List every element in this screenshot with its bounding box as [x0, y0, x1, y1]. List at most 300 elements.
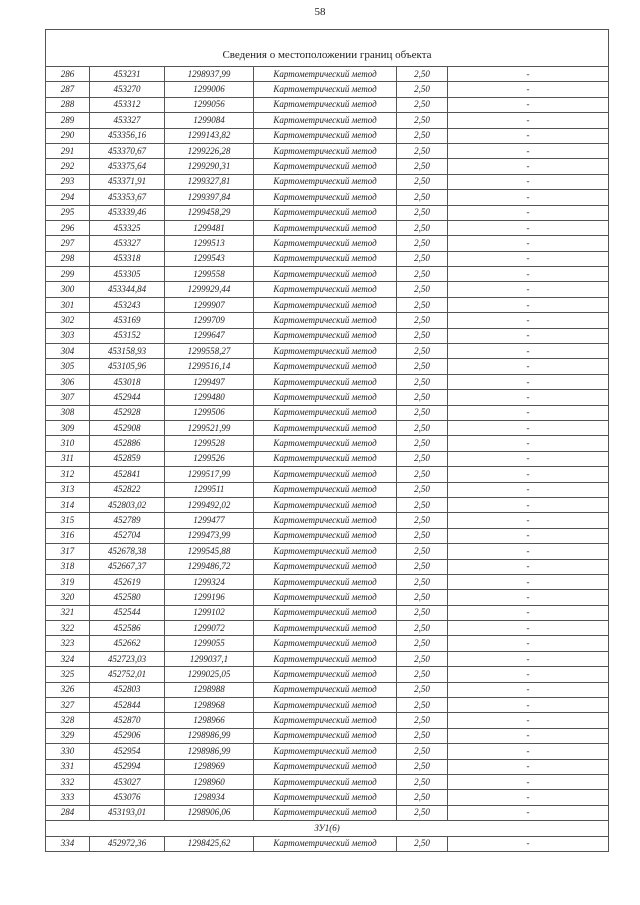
coord-y-cell: 1298937,99 — [165, 67, 254, 82]
table-row — [46, 359, 609, 374]
note-cell: - — [448, 467, 609, 482]
accuracy-cell: 2,50 — [397, 128, 448, 143]
method-cell: Картометрический метод — [254, 143, 397, 158]
note-cell: - — [448, 328, 609, 343]
coord-y-cell: 1299481 — [165, 220, 254, 235]
accuracy-cell: 2,50 — [397, 205, 448, 220]
coord-x-cell: 453105,96 — [90, 359, 165, 374]
coord-x-cell: 452906 — [90, 728, 165, 743]
note-cell: - — [448, 698, 609, 713]
method-cell: Картометрический метод — [254, 651, 397, 666]
accuracy-cell: 2,50 — [397, 282, 448, 297]
note-cell: - — [448, 482, 609, 497]
point-number-cell: 327 — [46, 698, 90, 713]
point-number-cell: 329 — [46, 728, 90, 743]
table-row — [46, 143, 609, 158]
table-row — [46, 328, 609, 343]
coord-y-cell: 1298425,62 — [165, 836, 254, 851]
accuracy-cell: 2,50 — [397, 559, 448, 574]
note-cell: - — [448, 190, 609, 205]
note-cell: - — [448, 528, 609, 543]
coord-x-cell: 453158,93 — [90, 344, 165, 359]
coord-y-cell: 1299517,99 — [165, 467, 254, 482]
method-cell: Картометрический метод — [254, 682, 397, 697]
note-cell: - — [448, 420, 609, 435]
method-cell: Картометрический метод — [254, 513, 397, 528]
accuracy-cell: 2,50 — [397, 513, 448, 528]
table-row — [46, 667, 609, 682]
accuracy-cell: 2,50 — [397, 698, 448, 713]
table-row — [46, 528, 609, 543]
table-row — [46, 559, 609, 574]
method-cell: Картометрический метод — [254, 621, 397, 636]
coord-x-cell: 452662 — [90, 636, 165, 651]
method-cell: Картометрический метод — [254, 282, 397, 297]
accuracy-cell: 2,50 — [397, 359, 448, 374]
coord-y-cell: 1298986,99 — [165, 728, 254, 743]
coord-y-cell: 1299709 — [165, 313, 254, 328]
accuracy-cell: 2,50 — [397, 374, 448, 389]
accuracy-cell: 2,50 — [397, 420, 448, 435]
point-number-cell: 309 — [46, 420, 90, 435]
coord-x-cell: 452580 — [90, 590, 165, 605]
method-cell: Картометрический метод — [254, 190, 397, 205]
coord-y-cell: 1299929,44 — [165, 282, 254, 297]
accuracy-cell: 2,50 — [397, 682, 448, 697]
table-row — [46, 636, 609, 651]
coord-y-cell: 1299521,99 — [165, 420, 254, 435]
method-cell: Картометрический метод — [254, 236, 397, 251]
table-row — [46, 374, 609, 389]
method-cell: Картометрический метод — [254, 544, 397, 559]
coord-y-cell: 1299492,02 — [165, 497, 254, 512]
point-number-cell: 334 — [46, 836, 90, 851]
coord-x-cell: 453353,67 — [90, 190, 165, 205]
point-number-cell: 298 — [46, 251, 90, 266]
method-cell: Картометрический метод — [254, 759, 397, 774]
table-row — [46, 698, 609, 713]
method-cell: Картометрический метод — [254, 359, 397, 374]
point-number-cell: 324 — [46, 651, 90, 666]
point-number-cell: 331 — [46, 759, 90, 774]
method-cell: Картометрический метод — [254, 82, 397, 97]
coord-x-cell: 452704 — [90, 528, 165, 543]
coord-x-cell: 453344,84 — [90, 282, 165, 297]
table-row — [46, 267, 609, 282]
accuracy-cell: 2,50 — [397, 297, 448, 312]
coord-y-cell: 1298906,06 — [165, 805, 254, 820]
table-row — [46, 159, 609, 174]
table-row — [46, 344, 609, 359]
coord-y-cell: 1298966 — [165, 713, 254, 728]
coord-x-cell: 453327 — [90, 113, 165, 128]
coord-x-cell: 453243 — [90, 297, 165, 312]
note-cell: - — [448, 374, 609, 389]
point-number-cell: 293 — [46, 174, 90, 189]
table-row — [46, 759, 609, 774]
note-cell: - — [448, 728, 609, 743]
note-cell: - — [448, 390, 609, 405]
table-row — [46, 282, 609, 297]
point-number-cell: 320 — [46, 590, 90, 605]
method-cell: Картометрический метод — [254, 251, 397, 266]
coord-y-cell: 1299526 — [165, 451, 254, 466]
point-number-cell: 302 — [46, 313, 90, 328]
coord-x-cell: 452752,01 — [90, 667, 165, 682]
point-number-cell: 319 — [46, 574, 90, 589]
point-number-cell: 305 — [46, 359, 90, 374]
boundary-table — [45, 29, 609, 852]
accuracy-cell: 2,50 — [397, 190, 448, 205]
point-number-cell: 290 — [46, 128, 90, 143]
method-cell: Картометрический метод — [254, 313, 397, 328]
coord-x-cell: 452789 — [90, 513, 165, 528]
coord-x-cell: 453027 — [90, 774, 165, 789]
page-number: 58 — [314, 6, 326, 18]
coord-x-cell: 453371,91 — [90, 174, 165, 189]
point-number-cell: 318 — [46, 559, 90, 574]
point-number-cell: 313 — [46, 482, 90, 497]
section-row — [46, 821, 609, 836]
coord-x-cell: 453076 — [90, 790, 165, 805]
coord-x-cell: 452886 — [90, 436, 165, 451]
coord-x-cell: 453169 — [90, 313, 165, 328]
coord-x-cell: 452544 — [90, 605, 165, 620]
method-cell: Картометрический метод — [254, 744, 397, 759]
note-cell: - — [448, 405, 609, 420]
coord-y-cell: 1299025,05 — [165, 667, 254, 682]
table-row — [46, 436, 609, 451]
point-number-cell: 292 — [46, 159, 90, 174]
coord-x-cell: 452841 — [90, 467, 165, 482]
accuracy-cell: 2,50 — [397, 713, 448, 728]
coord-x-cell: 452954 — [90, 744, 165, 759]
accuracy-cell: 2,50 — [397, 405, 448, 420]
table-row — [46, 805, 609, 820]
coord-x-cell: 453270 — [90, 82, 165, 97]
coord-x-cell: 452803,02 — [90, 497, 165, 512]
coord-x-cell: 453356,16 — [90, 128, 165, 143]
note-cell: - — [448, 313, 609, 328]
method-cell: Картометрический метод — [254, 497, 397, 512]
accuracy-cell: 2,50 — [397, 744, 448, 759]
coord-y-cell: 1299196 — [165, 590, 254, 605]
coord-y-cell: 1299907 — [165, 297, 254, 312]
note-cell: - — [448, 251, 609, 266]
coord-x-cell: 453231 — [90, 67, 165, 82]
coord-x-cell: 453193,01 — [90, 805, 165, 820]
note-cell: - — [448, 759, 609, 774]
note-cell: - — [448, 590, 609, 605]
point-number-cell: 300 — [46, 282, 90, 297]
coord-y-cell: 1299327,81 — [165, 174, 254, 189]
accuracy-cell: 2,50 — [397, 236, 448, 251]
accuracy-cell: 2,50 — [397, 836, 448, 851]
coord-x-cell: 452667,37 — [90, 559, 165, 574]
point-number-cell: 321 — [46, 605, 90, 620]
point-number-cell: 299 — [46, 267, 90, 282]
coord-x-cell: 452619 — [90, 574, 165, 589]
coord-y-cell: 1299545,88 — [165, 544, 254, 559]
method-cell: Картометрический метод — [254, 328, 397, 343]
note-cell: - — [448, 744, 609, 759]
coord-y-cell: 1298988 — [165, 682, 254, 697]
section-label: ЗУ1(6) — [46, 821, 609, 836]
method-cell: Картометрический метод — [254, 636, 397, 651]
note-cell: - — [448, 67, 609, 82]
table-title-row — [46, 30, 609, 67]
note-cell: - — [448, 651, 609, 666]
method-cell: Картометрический метод — [254, 574, 397, 589]
table-row — [46, 651, 609, 666]
coord-y-cell: 1299055 — [165, 636, 254, 651]
accuracy-cell: 2,50 — [397, 267, 448, 282]
coord-y-cell: 1298934 — [165, 790, 254, 805]
table-row — [46, 451, 609, 466]
table-row — [46, 790, 609, 805]
point-number-cell: 322 — [46, 621, 90, 636]
table-row — [46, 205, 609, 220]
table-row — [46, 113, 609, 128]
coord-y-cell: 1299511 — [165, 482, 254, 497]
coord-y-cell: 1298986,99 — [165, 744, 254, 759]
note-cell: - — [448, 159, 609, 174]
point-number-cell: 286 — [46, 67, 90, 82]
coord-x-cell: 452678,38 — [90, 544, 165, 559]
point-number-cell: 315 — [46, 513, 90, 528]
method-cell: Картометрический метод — [254, 220, 397, 235]
point-number-cell: 289 — [46, 113, 90, 128]
accuracy-cell: 2,50 — [397, 482, 448, 497]
table-row — [46, 297, 609, 312]
coord-x-cell: 452803 — [90, 682, 165, 697]
method-cell: Картометрический метод — [254, 405, 397, 420]
method-cell: Картометрический метод — [254, 713, 397, 728]
accuracy-cell: 2,50 — [397, 790, 448, 805]
accuracy-cell: 2,50 — [397, 313, 448, 328]
coord-y-cell: 1299084 — [165, 113, 254, 128]
method-cell: Картометрический метод — [254, 528, 397, 543]
coord-y-cell: 1299497 — [165, 374, 254, 389]
accuracy-cell: 2,50 — [397, 67, 448, 82]
point-number-cell: 316 — [46, 528, 90, 543]
table-row — [46, 774, 609, 789]
point-number-cell: 326 — [46, 682, 90, 697]
method-cell: Картометрический метод — [254, 482, 397, 497]
note-cell: - — [448, 82, 609, 97]
method-cell: Картометрический метод — [254, 267, 397, 282]
note-cell: - — [448, 805, 609, 820]
table-row — [46, 174, 609, 189]
accuracy-cell: 2,50 — [397, 328, 448, 343]
table-row — [46, 682, 609, 697]
coord-y-cell: 1299558,27 — [165, 344, 254, 359]
accuracy-cell: 2,50 — [397, 220, 448, 235]
method-cell: Картометрический метод — [254, 97, 397, 112]
note-cell: - — [448, 359, 609, 374]
coord-y-cell: 1299477 — [165, 513, 254, 528]
coord-y-cell: 1299290,31 — [165, 159, 254, 174]
point-number-cell: 312 — [46, 467, 90, 482]
note-cell: - — [448, 836, 609, 851]
note-cell: - — [448, 497, 609, 512]
table-row — [46, 467, 609, 482]
table-row — [46, 251, 609, 266]
point-number-cell: 314 — [46, 497, 90, 512]
point-number-cell: 332 — [46, 774, 90, 789]
note-cell: - — [448, 790, 609, 805]
accuracy-cell: 2,50 — [397, 451, 448, 466]
note-cell: - — [448, 282, 609, 297]
coord-x-cell: 452870 — [90, 713, 165, 728]
note-cell: - — [448, 667, 609, 682]
coord-y-cell: 1299473,99 — [165, 528, 254, 543]
coord-x-cell: 453152 — [90, 328, 165, 343]
accuracy-cell: 2,50 — [397, 436, 448, 451]
coord-y-cell: 1299006 — [165, 82, 254, 97]
accuracy-cell: 2,50 — [397, 774, 448, 789]
point-number-cell: 291 — [46, 143, 90, 158]
point-number-cell: 317 — [46, 544, 90, 559]
table-row — [46, 67, 609, 82]
coord-x-cell: 452586 — [90, 621, 165, 636]
method-cell: Картометрический метод — [254, 605, 397, 620]
method-cell: Картометрический метод — [254, 205, 397, 220]
accuracy-cell: 2,50 — [397, 590, 448, 605]
accuracy-cell: 2,50 — [397, 97, 448, 112]
point-number-cell: 301 — [46, 297, 90, 312]
table-row — [46, 544, 609, 559]
coord-x-cell: 453339,46 — [90, 205, 165, 220]
coord-x-cell: 452994 — [90, 759, 165, 774]
accuracy-cell: 2,50 — [397, 574, 448, 589]
coord-y-cell: 1299397,84 — [165, 190, 254, 205]
point-number-cell: 295 — [46, 205, 90, 220]
table-row — [46, 236, 609, 251]
coord-x-cell: 452972,36 — [90, 836, 165, 851]
coord-x-cell: 453370,67 — [90, 143, 165, 158]
table-row — [46, 590, 609, 605]
point-number-cell: 308 — [46, 405, 90, 420]
coord-x-cell: 452844 — [90, 698, 165, 713]
note-cell: - — [448, 621, 609, 636]
method-cell: Картометрический метод — [254, 836, 397, 851]
coord-x-cell: 453318 — [90, 251, 165, 266]
point-number-cell: 288 — [46, 97, 90, 112]
coord-y-cell: 1299480 — [165, 390, 254, 405]
note-cell: - — [448, 267, 609, 282]
accuracy-cell: 2,50 — [397, 174, 448, 189]
accuracy-cell: 2,50 — [397, 251, 448, 266]
point-number-cell: 333 — [46, 790, 90, 805]
note-cell: - — [448, 713, 609, 728]
point-number-cell: 296 — [46, 220, 90, 235]
note-cell: - — [448, 605, 609, 620]
point-number-cell: 330 — [46, 744, 90, 759]
method-cell: Картометрический метод — [254, 420, 397, 435]
point-number-cell: 310 — [46, 436, 90, 451]
coord-y-cell: 1299486,72 — [165, 559, 254, 574]
accuracy-cell: 2,50 — [397, 667, 448, 682]
note-cell: - — [448, 174, 609, 189]
point-number-cell: 287 — [46, 82, 90, 97]
note-cell: - — [448, 143, 609, 158]
note-cell: - — [448, 220, 609, 235]
accuracy-cell: 2,50 — [397, 82, 448, 97]
point-number-cell: 311 — [46, 451, 90, 466]
accuracy-cell: 2,50 — [397, 390, 448, 405]
coord-x-cell: 452928 — [90, 405, 165, 420]
point-number-cell: 304 — [46, 344, 90, 359]
note-cell: - — [448, 436, 609, 451]
accuracy-cell: 2,50 — [397, 113, 448, 128]
coord-y-cell: 1299543 — [165, 251, 254, 266]
accuracy-cell: 2,50 — [397, 159, 448, 174]
note-cell: - — [448, 544, 609, 559]
accuracy-cell: 2,50 — [397, 805, 448, 820]
method-cell: Картометрический метод — [254, 297, 397, 312]
method-cell: Картометрический метод — [254, 467, 397, 482]
note-cell: - — [448, 113, 609, 128]
method-cell: Картометрический метод — [254, 374, 397, 389]
method-cell: Картометрический метод — [254, 436, 397, 451]
method-cell: Картометрический метод — [254, 113, 397, 128]
coord-y-cell: 1299558 — [165, 267, 254, 282]
accuracy-cell: 2,50 — [397, 605, 448, 620]
table-row — [46, 621, 609, 636]
table-title: Сведения о местоположении границ объекта — [46, 30, 609, 67]
note-cell: - — [448, 236, 609, 251]
accuracy-cell: 2,50 — [397, 143, 448, 158]
coord-y-cell: 1299516,14 — [165, 359, 254, 374]
method-cell: Картометрический метод — [254, 159, 397, 174]
point-number-cell: 303 — [46, 328, 90, 343]
coord-y-cell: 1299037,1 — [165, 651, 254, 666]
point-number-cell: 328 — [46, 713, 90, 728]
table-row — [46, 128, 609, 143]
method-cell: Картометрический метод — [254, 667, 397, 682]
coord-y-cell: 1299647 — [165, 328, 254, 343]
point-number-cell: 306 — [46, 374, 90, 389]
accuracy-cell: 2,50 — [397, 728, 448, 743]
note-cell: - — [448, 682, 609, 697]
table-row — [46, 82, 609, 97]
table-row — [46, 482, 609, 497]
coord-y-cell: 1299102 — [165, 605, 254, 620]
note-cell: - — [448, 774, 609, 789]
point-number-cell: 307 — [46, 390, 90, 405]
point-number-cell: 323 — [46, 636, 90, 651]
method-cell: Картометрический метод — [254, 698, 397, 713]
point-number-cell: 297 — [46, 236, 90, 251]
note-cell: - — [448, 451, 609, 466]
accuracy-cell: 2,50 — [397, 467, 448, 482]
coord-x-cell: 452908 — [90, 420, 165, 435]
table-row — [46, 420, 609, 435]
table-row — [46, 713, 609, 728]
point-number-cell: 325 — [46, 667, 90, 682]
coord-y-cell: 1299143,82 — [165, 128, 254, 143]
coord-y-cell: 1298968 — [165, 698, 254, 713]
method-cell: Картометрический метод — [254, 174, 397, 189]
coord-y-cell: 1299324 — [165, 574, 254, 589]
coord-x-cell: 453305 — [90, 267, 165, 282]
accuracy-cell: 2,50 — [397, 759, 448, 774]
point-number-cell: 294 — [46, 190, 90, 205]
method-cell: Картометрический метод — [254, 559, 397, 574]
table-row — [46, 728, 609, 743]
method-cell: Картометрический метод — [254, 451, 397, 466]
